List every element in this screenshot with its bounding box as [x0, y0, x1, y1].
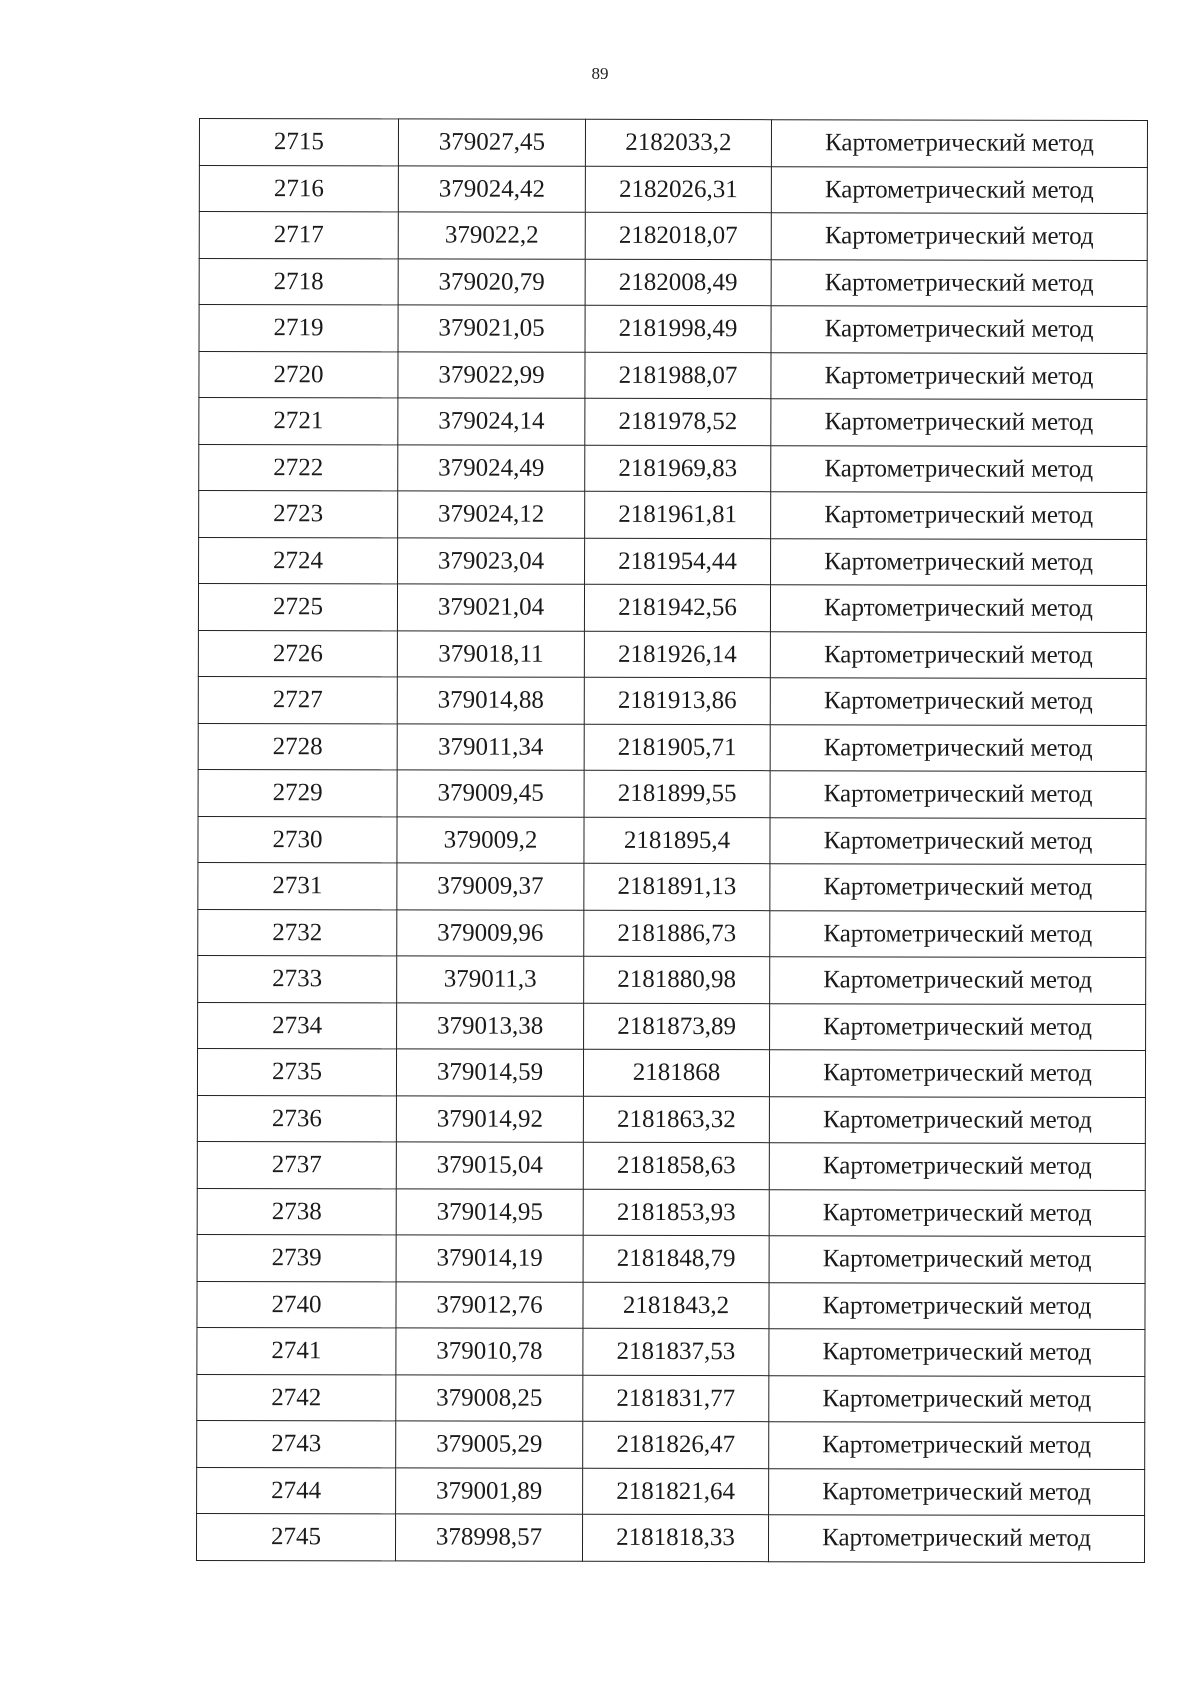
- y-coordinate-cell: 2181863,32: [583, 1096, 769, 1143]
- method-cell: Картометрический метод: [769, 1189, 1145, 1236]
- coordinates-table: [196, 118, 1148, 1562]
- x-coordinate-cell: 379011,34: [397, 723, 584, 770]
- table-row: [197, 1374, 1145, 1422]
- x-coordinate-cell: 378998,57: [395, 1514, 582, 1561]
- table-row: [197, 1467, 1145, 1515]
- y-coordinate-cell: 2181891,13: [584, 863, 770, 910]
- table-row: [199, 212, 1147, 260]
- table-row: [198, 584, 1146, 632]
- table-row: [198, 769, 1146, 817]
- y-coordinate-cell: 2181998,49: [585, 305, 771, 352]
- y-coordinate-cell: 2181880,98: [584, 956, 770, 1003]
- point-number-cell: 2715: [199, 119, 398, 166]
- point-number-cell: 2723: [199, 491, 398, 538]
- x-coordinate-cell: 379020,79: [398, 258, 585, 305]
- table-row: [199, 444, 1147, 492]
- x-coordinate-cell: 379022,99: [398, 351, 585, 398]
- x-coordinate-cell: 379013,38: [397, 1002, 584, 1049]
- y-coordinate-cell: 2181837,53: [583, 1328, 769, 1375]
- point-number-cell: 2730: [198, 816, 397, 863]
- table-row: [199, 119, 1147, 167]
- y-coordinate-cell: 2181961,81: [585, 491, 771, 538]
- y-coordinate-cell: 2181848,79: [583, 1235, 769, 1282]
- table-row: [199, 398, 1147, 446]
- table-row: [199, 351, 1147, 399]
- point-number-cell: 2745: [196, 1513, 395, 1560]
- point-number-cell: 2728: [198, 723, 397, 770]
- table-row: [197, 1234, 1145, 1282]
- y-coordinate-cell: 2181988,07: [585, 352, 771, 399]
- y-coordinate-cell: 2181826,47: [583, 1421, 769, 1468]
- y-coordinate-cell: 2181905,71: [584, 724, 770, 771]
- x-coordinate-cell: 379014,19: [396, 1235, 583, 1282]
- y-coordinate-cell: 2181873,89: [584, 1003, 770, 1050]
- method-cell: Картометрический метод: [770, 771, 1146, 818]
- table-row: [198, 909, 1146, 957]
- y-coordinate-cell: 2182008,49: [585, 259, 771, 306]
- y-coordinate-cell: 2181886,73: [584, 910, 770, 957]
- method-cell: Картометрический метод: [770, 957, 1146, 1004]
- method-cell: Картометрический метод: [769, 1468, 1145, 1515]
- point-number-cell: 2737: [197, 1141, 396, 1188]
- y-coordinate-cell: 2181821,64: [583, 1468, 769, 1515]
- y-coordinate-cell: 2181926,14: [584, 631, 770, 678]
- x-coordinate-cell: 379014,59: [396, 1049, 583, 1096]
- y-coordinate-cell: 2181895,4: [584, 817, 770, 864]
- x-coordinate-cell: 379001,89: [396, 1467, 583, 1514]
- method-cell: Картометрический метод: [769, 1236, 1145, 1283]
- point-number-cell: 2744: [197, 1467, 396, 1514]
- method-cell: Картометрический метод: [768, 1515, 1144, 1562]
- method-cell: Картометрический метод: [771, 538, 1147, 585]
- table-row: [196, 1513, 1144, 1561]
- point-number-cell: 2741: [197, 1327, 396, 1374]
- point-number-cell: 2729: [198, 769, 397, 816]
- method-cell: Картометрический метод: [771, 259, 1147, 306]
- x-coordinate-cell: 379015,04: [396, 1142, 583, 1189]
- point-number-cell: 2726: [198, 630, 397, 677]
- point-number-cell: 2732: [198, 909, 397, 956]
- page-number: 89: [591, 64, 609, 83]
- table-row: [197, 1095, 1145, 1143]
- method-cell: Картометрический метод: [771, 306, 1147, 353]
- x-coordinate-cell: 379014,92: [396, 1095, 583, 1142]
- method-cell: Картометрический метод: [770, 910, 1146, 957]
- x-coordinate-cell: 379018,11: [397, 630, 584, 677]
- method-cell: Картометрический метод: [770, 817, 1146, 864]
- point-number-cell: 2731: [198, 862, 397, 909]
- x-coordinate-cell: 379008,25: [396, 1374, 583, 1421]
- x-coordinate-cell: 379024,49: [398, 444, 585, 491]
- point-number-cell: 2722: [199, 444, 398, 491]
- y-coordinate-cell: 2181978,52: [585, 398, 771, 445]
- point-number-cell: 2742: [197, 1374, 396, 1421]
- point-number-cell: 2725: [198, 584, 397, 631]
- y-coordinate-cell: 2181868: [583, 1049, 769, 1096]
- method-cell: Картометрический метод: [770, 678, 1146, 725]
- x-coordinate-cell: 379010,78: [396, 1328, 583, 1375]
- y-coordinate-cell: 2181843,2: [583, 1282, 769, 1329]
- table-row: [198, 955, 1146, 1003]
- x-coordinate-cell: 379009,2: [397, 816, 584, 863]
- method-cell: Картометрический метод: [769, 1375, 1145, 1422]
- y-coordinate-cell: 2181858,63: [583, 1142, 769, 1189]
- table-row: [198, 862, 1146, 910]
- table-row: [198, 723, 1146, 771]
- y-coordinate-cell: 2182033,2: [585, 119, 771, 166]
- table-row: [197, 1141, 1145, 1189]
- method-cell: Картометрический метод: [770, 724, 1146, 771]
- point-number-cell: 2735: [197, 1048, 396, 1095]
- x-coordinate-cell: 379022,2: [398, 212, 585, 259]
- table-row: [197, 1281, 1145, 1329]
- method-cell: Картометрический метод: [771, 492, 1147, 539]
- point-number-cell: 2717: [199, 212, 398, 259]
- x-coordinate-cell: 379014,88: [397, 677, 584, 724]
- x-coordinate-cell: 379009,96: [397, 909, 584, 956]
- table-row: [197, 1420, 1145, 1468]
- table-row: [199, 491, 1147, 539]
- x-coordinate-cell: 379012,76: [396, 1281, 583, 1328]
- y-coordinate-cell: 2182026,31: [585, 166, 771, 213]
- x-coordinate-cell: 379009,45: [397, 770, 584, 817]
- x-coordinate-cell: 379021,05: [398, 305, 585, 352]
- method-cell: Картометрический метод: [770, 864, 1146, 911]
- x-coordinate-cell: 379021,04: [397, 584, 584, 631]
- coordinates-table-body: [196, 119, 1147, 1562]
- method-cell: Картометрический метод: [769, 1329, 1145, 1376]
- x-coordinate-cell: 379005,29: [396, 1421, 583, 1468]
- table-row: [197, 1188, 1145, 1236]
- x-coordinate-cell: 379023,04: [398, 537, 585, 584]
- method-cell: Картометрический метод: [771, 352, 1147, 399]
- point-number-cell: 2743: [197, 1420, 396, 1467]
- table-row: [199, 305, 1147, 353]
- method-cell: Картометрический метод: [771, 399, 1147, 446]
- x-coordinate-cell: 379024,14: [398, 398, 585, 445]
- point-number-cell: 2718: [199, 258, 398, 305]
- method-cell: Картометрический метод: [769, 1096, 1145, 1143]
- point-number-cell: 2736: [197, 1095, 396, 1142]
- y-coordinate-cell: 2181899,55: [584, 770, 770, 817]
- point-number-cell: 2739: [197, 1234, 396, 1281]
- method-cell: Картометрический метод: [770, 585, 1146, 632]
- point-number-cell: 2720: [199, 351, 398, 398]
- method-cell: Картометрический метод: [769, 1282, 1145, 1329]
- point-number-cell: 2721: [199, 398, 398, 445]
- y-coordinate-cell: 2181942,56: [584, 584, 770, 631]
- method-cell: Картометрический метод: [769, 1143, 1145, 1190]
- y-coordinate-cell: 2181818,33: [582, 1514, 768, 1561]
- method-cell: Картометрический метод: [771, 120, 1147, 167]
- table-row: [199, 537, 1147, 585]
- x-coordinate-cell: 379027,45: [398, 119, 585, 166]
- point-number-cell: 2738: [197, 1188, 396, 1235]
- method-cell: Картометрический метод: [769, 1422, 1145, 1469]
- method-cell: Картометрический метод: [771, 213, 1147, 260]
- table-row: [198, 816, 1146, 864]
- method-cell: Картометрический метод: [769, 1050, 1145, 1097]
- table-row: [198, 1002, 1146, 1050]
- table-row: [197, 1327, 1145, 1375]
- point-number-cell: 2724: [199, 537, 398, 584]
- y-coordinate-cell: 2181913,86: [584, 677, 770, 724]
- point-number-cell: 2734: [198, 1002, 397, 1049]
- method-cell: Картометрический метод: [770, 1003, 1146, 1050]
- x-coordinate-cell: 379014,95: [396, 1188, 583, 1235]
- x-coordinate-cell: 379009,37: [397, 863, 584, 910]
- point-number-cell: 2740: [197, 1281, 396, 1328]
- x-coordinate-cell: 379024,42: [398, 165, 585, 212]
- table-row: [198, 676, 1146, 724]
- method-cell: Картометрический метод: [771, 445, 1147, 492]
- y-coordinate-cell: 2181853,93: [583, 1189, 769, 1236]
- y-coordinate-cell: 2181831,77: [583, 1375, 769, 1422]
- table-row: [198, 630, 1146, 678]
- x-coordinate-cell: 379011,3: [397, 956, 584, 1003]
- table-row: [199, 165, 1147, 213]
- y-coordinate-cell: 2181954,44: [585, 538, 771, 585]
- point-number-cell: 2719: [199, 305, 398, 352]
- table-row: [197, 1048, 1145, 1096]
- table-row: [199, 258, 1147, 306]
- point-number-cell: 2733: [198, 955, 397, 1002]
- method-cell: Картометрический метод: [770, 631, 1146, 678]
- y-coordinate-cell: 2181969,83: [585, 445, 771, 492]
- point-number-cell: 2716: [199, 165, 398, 212]
- method-cell: Картометрический метод: [771, 166, 1147, 213]
- x-coordinate-cell: 379024,12: [398, 491, 585, 538]
- y-coordinate-cell: 2182018,07: [585, 212, 771, 259]
- point-number-cell: 2727: [198, 676, 397, 723]
